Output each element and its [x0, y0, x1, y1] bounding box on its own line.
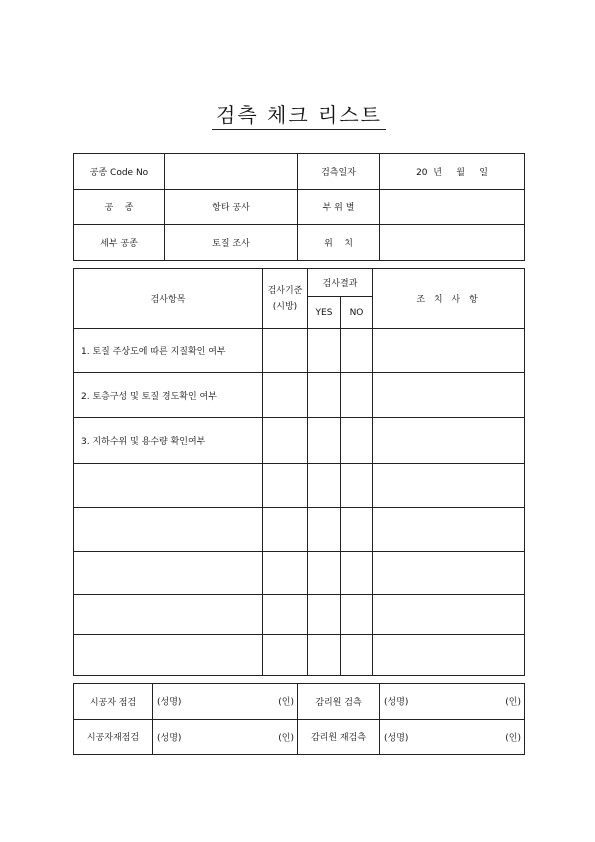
check-item [74, 508, 263, 552]
supervisor-check-sign[interactable] [380, 684, 525, 720]
table-row [74, 552, 525, 595]
loc-label: 위 치 [298, 225, 380, 261]
check-action-cell[interactable] [373, 418, 525, 464]
check-action-cell[interactable] [373, 373, 525, 418]
sign-row-check [74, 684, 525, 720]
table-row [74, 508, 525, 552]
header-yes: YES [308, 297, 341, 329]
check-item [74, 595, 263, 635]
check-std-cell[interactable] [263, 508, 308, 552]
check-no-cell[interactable] [341, 552, 373, 595]
sign-name: (성명) [157, 733, 182, 744]
check-item [74, 552, 263, 595]
sign-name: (성명) [384, 697, 409, 708]
table-row [74, 635, 525, 676]
contractor-check-sign[interactable] [153, 684, 298, 720]
check-no-cell[interactable] [341, 508, 373, 552]
contractor-recheck-sign[interactable] [153, 719, 298, 755]
check-std-cell[interactable] [263, 595, 308, 635]
check-yes-cell[interactable] [308, 373, 341, 418]
check-item [74, 635, 263, 676]
header-std [263, 269, 308, 329]
check-no-cell[interactable] [341, 464, 373, 508]
check-yes-cell[interactable] [308, 552, 341, 595]
check-action-cell[interactable] [373, 635, 525, 676]
work-value[interactable]: 항타 공사 [165, 189, 298, 225]
contractor-recheck-label: 시공자재점검 [74, 719, 153, 755]
sign-seal: (인) [505, 733, 521, 744]
table-row [74, 373, 525, 418]
date-value[interactable]: 20 년 월 일 [380, 154, 525, 190]
check-yes-cell[interactable] [308, 418, 341, 464]
check-yes-cell[interactable] [308, 464, 341, 508]
date-label: 검측일자 [298, 154, 380, 190]
check-header-row [74, 269, 525, 297]
check-std-cell[interactable] [263, 552, 308, 595]
check-item: 3. 지하수위 및 용수량 확인여부 [74, 418, 263, 464]
sign-name: (성명) [384, 733, 409, 744]
check-std-cell[interactable] [263, 418, 308, 464]
check-std-cell[interactable] [263, 329, 308, 373]
check-no-cell[interactable] [341, 635, 373, 676]
check-action-cell[interactable] [373, 464, 525, 508]
check-action-cell[interactable] [373, 329, 525, 373]
supervisor-recheck-sign[interactable] [380, 719, 525, 755]
table-row [74, 464, 525, 508]
detail-value[interactable]: 토질 조사 [165, 225, 298, 261]
check-body [74, 329, 525, 676]
check-yes-cell[interactable] [308, 329, 341, 373]
sign-seal: (인) [278, 733, 294, 744]
sign-row-recheck [74, 719, 525, 755]
check-action-cell[interactable] [373, 552, 525, 595]
info-table [73, 153, 525, 261]
header-result: 검사결과 [308, 269, 373, 297]
check-std-cell[interactable] [263, 464, 308, 508]
check-no-cell[interactable] [341, 418, 373, 464]
part-value[interactable] [380, 189, 525, 225]
check-table [73, 268, 525, 676]
code-value[interactable] [165, 154, 298, 190]
info-row-code [74, 154, 525, 190]
loc-value[interactable] [380, 225, 525, 261]
contractor-check-label: 시공자 점검 [74, 684, 153, 720]
supervisor-recheck-label: 감리원 재검측 [298, 719, 380, 755]
detail-label: 세부 공종 [74, 225, 165, 261]
header-no: NO [341, 297, 373, 329]
header-item: 검사항목 [74, 269, 263, 329]
info-row-work [74, 189, 525, 225]
sign-seal: (인) [278, 697, 294, 708]
table-row [74, 329, 525, 373]
header-std-label: 검사기준 [267, 285, 303, 296]
sign-name: (성명) [157, 697, 182, 708]
check-yes-cell[interactable] [308, 508, 341, 552]
check-yes-cell[interactable] [308, 635, 341, 676]
table-row [74, 595, 525, 635]
sign-table [73, 683, 525, 755]
check-no-cell[interactable] [341, 373, 373, 418]
check-item: 1. 토질 주상도에 따른 지질확인 여부 [74, 329, 263, 373]
sign-seal: (인) [505, 697, 521, 708]
work-label: 공 종 [74, 189, 165, 225]
check-action-cell[interactable] [373, 508, 525, 552]
header-action: 조 치 사 항 [373, 269, 525, 329]
header-std-sub: (시방) [272, 301, 298, 312]
page-title: 검측 체크 리스트 [212, 100, 386, 130]
check-action-cell[interactable] [373, 595, 525, 635]
code-label: 공종 Code No [74, 154, 165, 190]
supervisor-check-label: 감리원 검측 [298, 684, 380, 720]
check-yes-cell[interactable] [308, 595, 341, 635]
table-row [74, 418, 525, 464]
check-std-cell[interactable] [263, 373, 308, 418]
check-item: 2. 토층구성 및 토질 경도확인 여부 [74, 373, 263, 418]
check-std-cell[interactable] [263, 635, 308, 676]
part-label: 부 위 별 [298, 189, 380, 225]
info-row-detail [74, 225, 525, 261]
check-no-cell[interactable] [341, 329, 373, 373]
check-no-cell[interactable] [341, 595, 373, 635]
check-item [74, 464, 263, 508]
